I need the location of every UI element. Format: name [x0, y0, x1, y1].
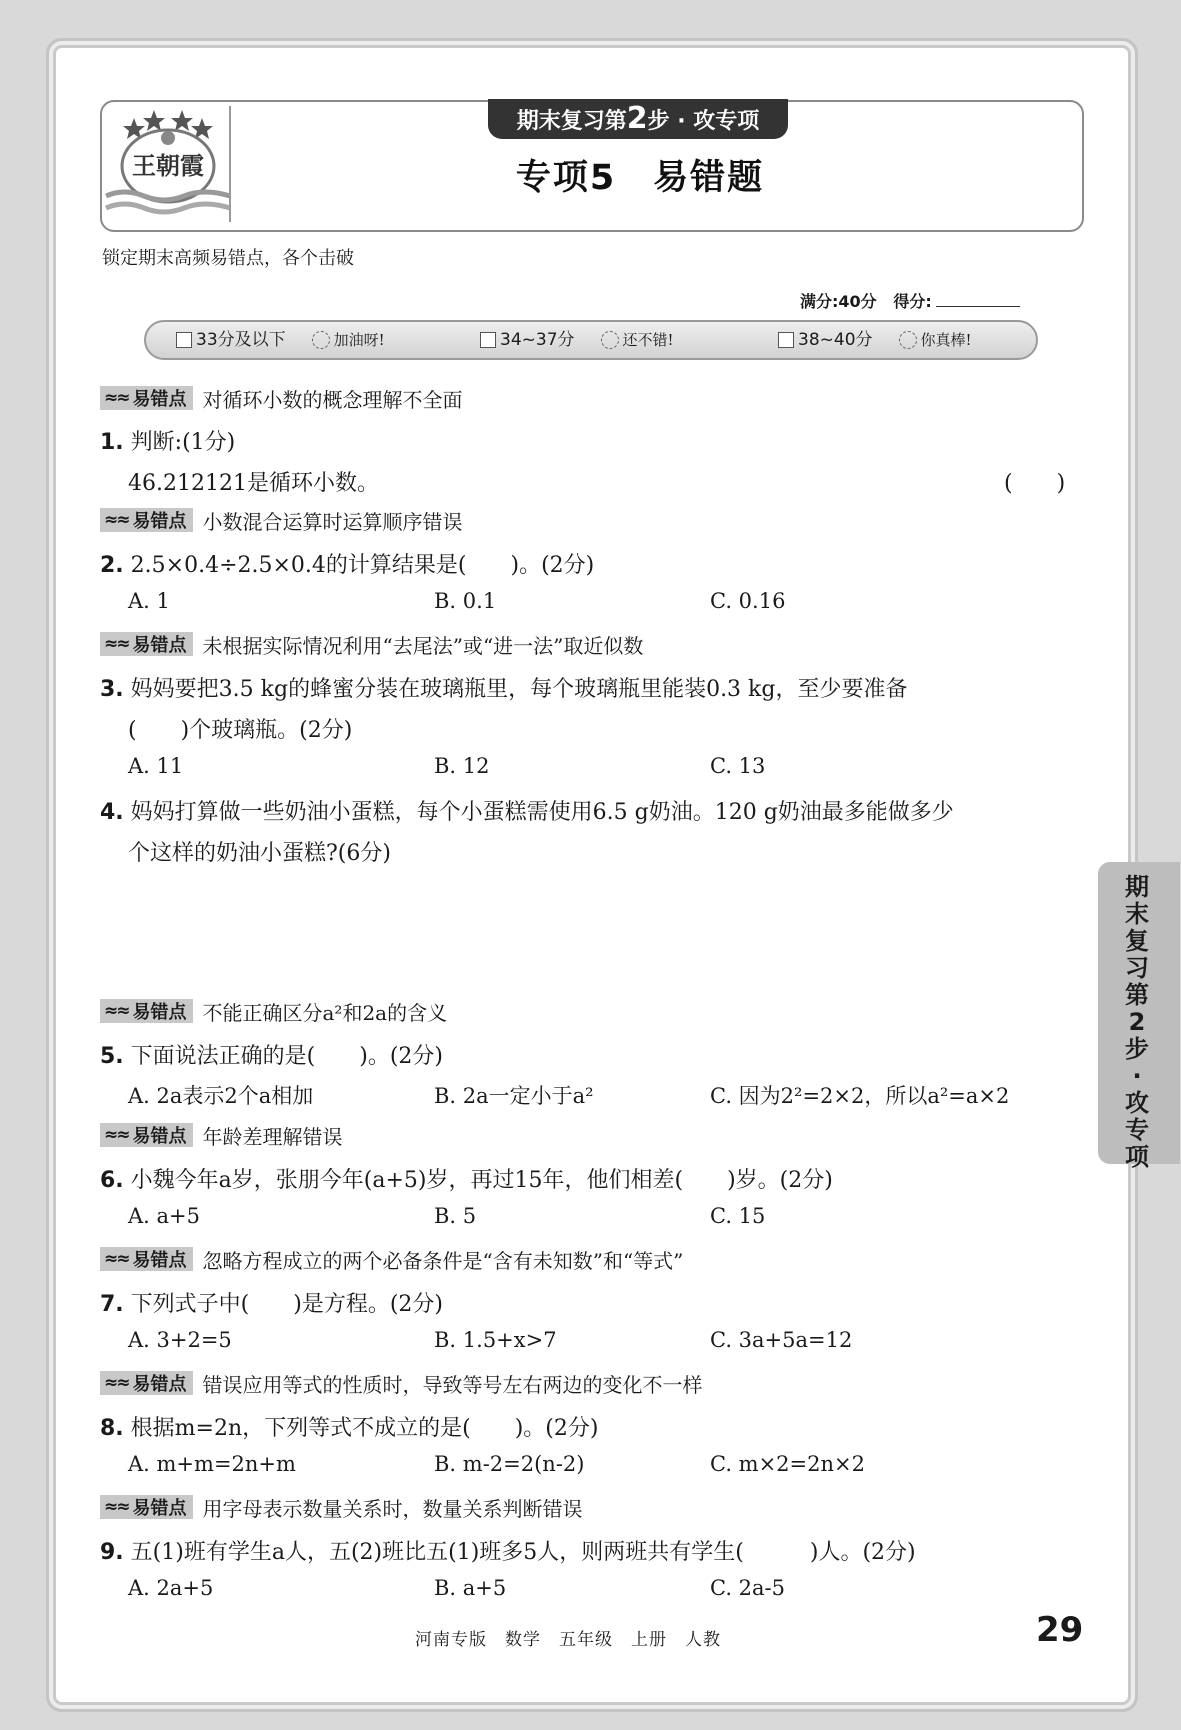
error-point-tag — [100, 998, 447, 1024]
error-point-tag — [100, 631, 643, 657]
full-score: 满分:40分 — [800, 292, 877, 311]
question-text: 小魏今年a岁，张朋今年(a+5)岁，再过15年，他们相差( )岁。(2分) — [130, 1168, 833, 1193]
step-suffix: 步 · 攻专项 — [647, 109, 760, 134]
score-line — [800, 289, 1020, 312]
wave-icon: ≈≈ — [104, 388, 129, 408]
option-a[interactable]: A. 1 — [128, 589, 170, 613]
question-text: 根据m=2n，下列等式不成立的是( )。(2分) — [130, 1416, 599, 1441]
grade-message: 加油呀! — [333, 331, 385, 349]
grade-checkbox[interactable] — [778, 332, 794, 348]
grade-range: 34~37分 — [500, 330, 575, 350]
grade-checkbox[interactable] — [480, 332, 496, 348]
option-a[interactable]: A. 2a表示2个a相加 — [128, 1084, 314, 1108]
error-point-tag — [100, 1246, 683, 1272]
question-stem — [100, 425, 235, 456]
option-a[interactable]: A. a+5 — [128, 1204, 200, 1228]
option-b[interactable]: B. a+5 — [434, 1576, 507, 1600]
question-line: 个这样的奶油小蛋糕?(6分) — [128, 841, 391, 866]
step-number: 2 — [626, 101, 648, 136]
tag-chip — [100, 508, 193, 532]
option-a[interactable]: A. 2a+5 — [128, 1576, 214, 1600]
question-stem — [100, 1535, 916, 1566]
grade-message: 你真棒! — [920, 331, 972, 349]
tag-label: 易错点 — [132, 1374, 187, 1395]
question-text: 下面说法正确的是( )。(2分) — [130, 1044, 444, 1069]
option-b[interactable]: B. m-2=2(n-2) — [434, 1452, 585, 1476]
question-text: 判断:(1分) — [130, 430, 236, 455]
tag-label: 易错点 — [132, 1498, 187, 1519]
tag-chip — [100, 1371, 193, 1395]
question-number: 1. — [100, 430, 124, 455]
error-point-tag — [100, 1494, 583, 1520]
answer-paren[interactable]: ( ) — [1004, 471, 1066, 496]
question-line: ( )个玻璃瓶。(2分) — [128, 718, 353, 743]
question-line: 46.212121是循环小数。 — [128, 471, 379, 496]
wave-icon: ≈≈ — [104, 1373, 129, 1393]
tag-chip — [100, 632, 193, 656]
option-a[interactable]: A. m+m=2n+m — [128, 1452, 296, 1476]
wave-icon: ≈≈ — [104, 1001, 129, 1021]
step-prefix: 期末复习第 — [516, 109, 627, 134]
smiley-icon — [601, 331, 619, 349]
tag-label: 易错点 — [132, 1126, 187, 1147]
option-c[interactable]: C. m×2=2n×2 — [710, 1452, 865, 1476]
grade-range: 38~40分 — [798, 330, 873, 350]
option-c[interactable]: C. 0.16 — [710, 589, 786, 613]
question-text: 五(1)班有学生a人，五(2)班比五(1)班多5人，则两班共有学生( )人。(2分) — [130, 1540, 916, 1565]
option-c[interactable]: C. 15 — [710, 1204, 766, 1228]
question-stem — [100, 548, 594, 579]
tag-label: 易错点 — [132, 1002, 187, 1023]
question-number: 5. — [100, 1044, 124, 1069]
error-point-tag — [100, 507, 463, 533]
option-b[interactable]: B. 1.5+x>7 — [434, 1328, 557, 1352]
svg-text:王朝霞: 王朝霞 — [132, 151, 204, 180]
tag-description: 不能正确区分a²和2a的含义 — [202, 1000, 448, 1025]
question-number: 7. — [100, 1292, 124, 1317]
tag-description: 错误应用等式的性质时，导致等号左右两边的变化不一样 — [202, 1372, 703, 1397]
tag-chip — [100, 1495, 193, 1519]
tag-chip — [100, 1247, 193, 1271]
question-stem — [100, 1411, 598, 1442]
wave-icon: ≈≈ — [104, 1125, 129, 1145]
tag-label: 易错点 — [132, 635, 187, 656]
tag-chip — [100, 1123, 193, 1147]
question-stem — [100, 1287, 443, 1318]
question-number: 4. — [100, 800, 124, 825]
step-banner — [488, 99, 788, 139]
error-point-tag — [100, 385, 463, 411]
option-c[interactable]: C. 2a-5 — [710, 1576, 786, 1600]
error-point-tag — [100, 1370, 703, 1396]
tag-label: 易错点 — [132, 389, 187, 410]
tag-description: 年龄差理解错误 — [202, 1124, 343, 1149]
tag-label: 易错点 — [132, 1250, 187, 1271]
grade-item — [480, 322, 674, 358]
side-tab — [1098, 862, 1180, 1171]
tag-description: 对循环小数的概念理解不全面 — [202, 387, 463, 412]
tag-chip — [100, 999, 193, 1023]
wave-icon: ≈≈ — [104, 1497, 129, 1517]
footer-info: 河南专版 数学 五年级 上册 人教 — [415, 1630, 721, 1650]
option-a[interactable]: A. 11 — [128, 754, 184, 778]
logo-separator — [229, 106, 231, 222]
question-number: 6. — [100, 1168, 124, 1193]
question-number: 9. — [100, 1540, 124, 1565]
option-b[interactable]: B. 2a一定小于a² — [434, 1084, 594, 1108]
subtitle: 锁定期末高频易错点，各个击破 — [102, 248, 354, 269]
page-number: 29 — [1036, 1610, 1084, 1650]
tag-description: 小数混合运算时运算顺序错误 — [202, 509, 463, 534]
score-blank[interactable] — [936, 306, 1020, 307]
smiley-icon — [899, 331, 917, 349]
wave-icon: ≈≈ — [104, 510, 129, 530]
option-b[interactable]: B. 5 — [434, 1204, 477, 1228]
score-label: 得分: — [893, 292, 932, 311]
option-a[interactable]: A. 3+2=5 — [128, 1328, 232, 1352]
option-c[interactable]: C. 3a+5a=12 — [710, 1328, 853, 1352]
wave-icon: ≈≈ — [104, 1249, 129, 1269]
question-number: 2. — [100, 553, 124, 578]
question-stem — [100, 1039, 443, 1070]
option-c[interactable]: C. 因为2²=2×2，所以a²=a×2 — [710, 1084, 1010, 1108]
page-title: 专项5 易错题 — [515, 158, 765, 198]
question-number: 3. — [100, 677, 124, 702]
grade-checkbox[interactable] — [176, 332, 192, 348]
option-c[interactable]: C. 13 — [710, 754, 766, 778]
question-text: 2.5×0.4÷2.5×0.4的计算结果是( )。(2分) — [130, 553, 595, 578]
question-stem — [100, 795, 954, 826]
grade-item — [176, 322, 385, 358]
side-tab-label: 期末复习第2步·攻专项 — [1125, 873, 1149, 1171]
question-stem — [100, 672, 907, 703]
question-stem — [100, 1163, 833, 1194]
wave-icon: ≈≈ — [104, 634, 129, 654]
tag-label: 易错点 — [132, 511, 187, 532]
tag-description: 未根据实际情况利用“去尾法”或“进一法”取近似数 — [202, 633, 644, 658]
grade-item — [778, 322, 972, 358]
option-b[interactable]: B. 12 — [434, 754, 490, 778]
question-number: 8. — [100, 1416, 124, 1441]
error-point-tag — [100, 1122, 343, 1148]
question-text: 妈妈要把3.5 kg的蜂蜜分装在玻璃瓶里，每个玻璃瓶里能装0.3 kg，至少要准备 — [130, 677, 908, 702]
question-text: 下列式子中( )是方程。(2分) — [130, 1292, 444, 1317]
tag-chip — [100, 386, 193, 410]
tag-description: 忽略方程成立的两个必备条件是“含有未知数”和“等式” — [202, 1248, 684, 1273]
option-b[interactable]: B. 0.1 — [434, 589, 497, 613]
tag-description: 用字母表示数量关系时，数量关系判断错误 — [202, 1496, 583, 1521]
brand-logo — [104, 104, 232, 222]
smiley-icon — [312, 331, 330, 349]
grade-bar — [144, 320, 1038, 360]
grade-range: 33分及以下 — [196, 330, 286, 350]
question-text: 妈妈打算做一些奶油小蛋糕，每个小蛋糕需使用6.5 g奶油。120 g奶油最多能做多少 — [130, 800, 954, 825]
grade-message: 还不错! — [622, 331, 674, 349]
